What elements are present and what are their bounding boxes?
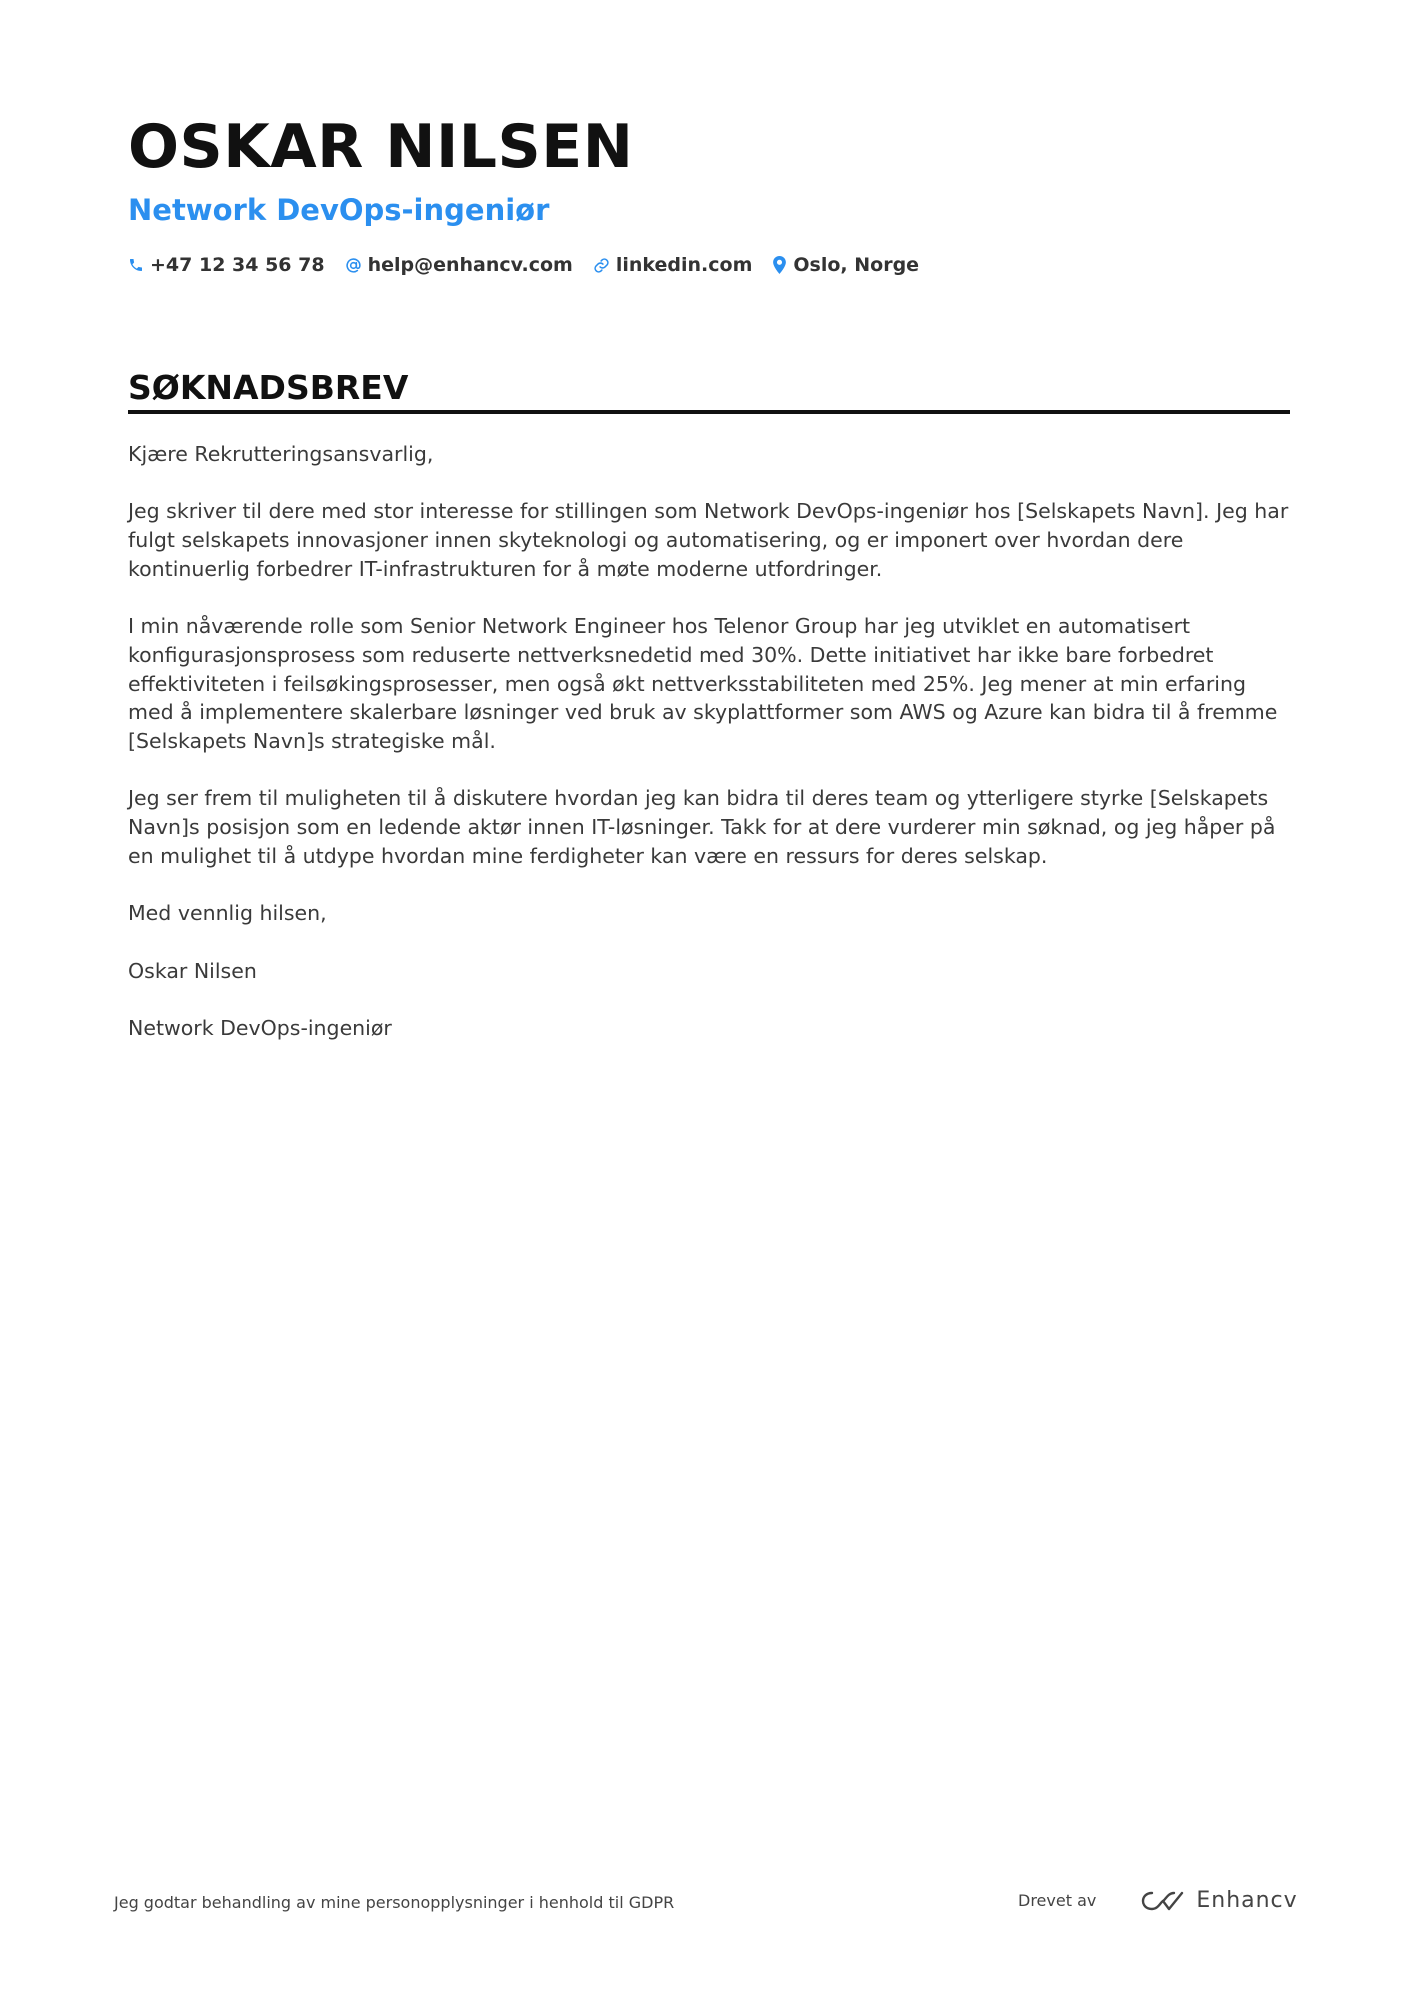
contact-phone-text: +47 12 34 56 78 xyxy=(150,254,325,276)
contact-bar xyxy=(128,254,939,276)
contact-email[interactable] xyxy=(345,254,573,276)
enhancv-logo-icon xyxy=(1140,1889,1186,1913)
powered-by-label: Drevet av xyxy=(1018,1891,1097,1910)
link-icon xyxy=(593,257,610,274)
letter-closing: Med vennlig hilsen, xyxy=(128,901,327,926)
gdpr-consent-text: Jeg godtar behandling av mine personopplysninger i henhold til GDPR xyxy=(114,1893,675,1912)
letter-paragraph-1: Jeg skriver til dere med stor interesse for stillingen som Network DevOps-ingeniør hos [Selskapets Navn]. Jeg har fulgt selskapets innovasjoner innen skyteknologi og automatisering, og er imponert over hvordan dere kontinuerlig forbedrer IT-infrastrukturen for å møte moderne utfordringer. xyxy=(128,499,1289,581)
phone-icon xyxy=(128,257,144,273)
contact-linkedin[interactable] xyxy=(593,254,753,276)
letter-body xyxy=(128,440,1293,1071)
location-pin-icon xyxy=(772,256,787,274)
enhancv-brand-text: Enhancv xyxy=(1196,1888,1298,1913)
contact-location xyxy=(772,254,919,276)
letter-paragraph-2: I min nåværende rolle som Senior Network Engineer hos Telenor Group har jeg utviklet en automatisert konfigurasjonsprosess som reduserte nettverksnedetid med 30%. Dette initiativet har ikke bare forbedret effektiviteten i feilsøkingsprosesser, men også økt nettverksstabiliteten med 25%. Jeg mener at min erfaring med å implementere skalerbare løsninger ved bruk av skyplattformer som AWS og Azure kan bidra til å fremme [Selskapets Navn]s strategiske mål. xyxy=(128,614,1278,753)
section-divider xyxy=(128,410,1290,414)
at-icon xyxy=(345,257,362,274)
enhancv-logo[interactable] xyxy=(1140,1888,1297,1913)
contact-phone xyxy=(128,254,325,276)
applicant-role: Network DevOps-ingeniør xyxy=(128,193,550,227)
contact-location-text: Oslo, Norge xyxy=(793,254,920,276)
contact-linkedin-text: linkedin.com xyxy=(615,254,753,276)
section-title: SØKNADSBREV xyxy=(128,368,409,407)
applicant-name: OSKAR NILSEN xyxy=(128,112,634,182)
signature-name: Oskar Nilsen xyxy=(128,958,257,983)
letter-greeting: Kjære Rekrutteringsansvarlig, xyxy=(128,442,434,466)
contact-email-text: help@enhancv.com xyxy=(367,254,573,276)
signature-title: Network DevOps-ingeniør xyxy=(128,1015,392,1040)
letter-paragraph-3: Jeg ser frem til muligheten til å diskutere hvordan jeg kan bidra til deres team og ytterligere styrke [Selskapets Navn]s posisjon som en ledende aktør innen IT-løsninger. Takk for at dere vurderer min søknad, og jeg håper på en mulighet til å utdype hvordan mine ferdigheter kan være en ressurs for deres selskap. xyxy=(128,786,1276,868)
powered-by xyxy=(1018,1888,1298,1913)
